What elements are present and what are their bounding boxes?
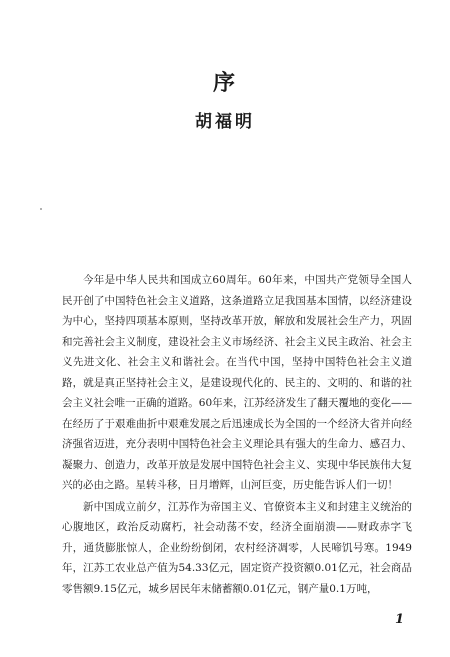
scan-speck: [40, 208, 42, 210]
paragraph-1: 今年是中华人民共和国成立60周年。60年来，中国共产党领导全国人民开创了中国特色社会主义道路，这条道路立足我国基本国情，以经济建设为中心，坚持四项基本原则，坚持改革开放，解放和发展社会生产力，巩固和完善社会主义制度，建设社会主义市场经济、社会主义民主政治、社会主义先进文化、社会主义和谐社会。在当代中国，坚持中国特色社会主义道路，就是真正坚持社会主义，是建设现代化的、民主的、文明的、和谐的社会主义社会唯一正确的道路。60年来，江苏经济发生了翻天覆地的变化——在经历了于艰难曲折中艰难发展之后迅速成长为全国的一个经济大省并向经济强省迈进，充分表明中国特色社会主义理论具有强大的生命力、感召力、凝聚力、创造力，改革开放是发展中国特色社会主义、实现中华民族伟大复兴的必由之路。星转斗移，日月增辉，山河巨变，历史能告诉人们一切！: [62, 274, 412, 491]
page-number: 1: [394, 612, 404, 627]
author-name: 胡福明: [195, 112, 255, 132]
paragraph-2: 新中国成立前夕，江苏作为帝国主义、官僚资本主义和封建主义统治的心腹地区，政治反动腐朽，社会动荡不安，经济全面崩溃——财政赤字飞升，通货膨胀惊人，企业纷纷倒闭，农村经济凋零，人民啼饥号寒。1949年，江苏工农业总产值为54.33亿元，固定资产投资额0.01亿元，社会商品零售额9.15亿元，城乡居民年末储蓄额0.01亿元，钢产量0.1万吨，: [62, 500, 412, 595]
preface-title: 序: [212, 70, 237, 96]
preface-body: [62, 270, 412, 599]
